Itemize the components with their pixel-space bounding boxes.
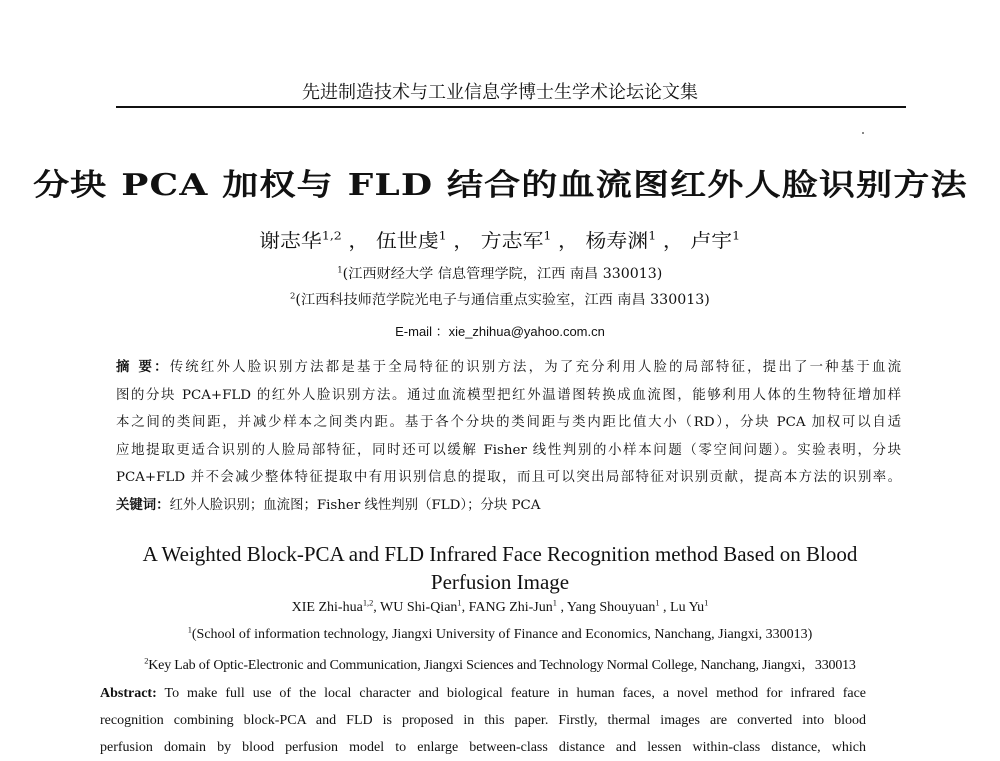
- abstract-en-line: perfusion domain by blood perfusion model to enlarge between-class distance and lessen within-class distance, which: [100, 740, 866, 755]
- keywords-cn: 关键词：红外人脸识别；血流图；Fisher 线性判别（FLD）；分块 PCA: [116, 496, 541, 513]
- author-separator: ,: [659, 600, 671, 615]
- authors-cn: [0, 226, 1000, 253]
- abstract-cn-label: 摘 要：: [116, 359, 170, 375]
- author-affiliation-mark: 1,2: [322, 228, 343, 243]
- author-name: XIE Zhi-hua: [291, 600, 363, 615]
- authors-en: [0, 600, 1000, 616]
- author: [469, 600, 567, 615]
- header-rule: [116, 106, 906, 108]
- keywords-cn-label: 关键词：: [116, 496, 170, 513]
- author-separator: ,: [373, 600, 381, 615]
- author: [670, 600, 708, 615]
- author-separator: ，: [663, 230, 685, 252]
- author: [481, 230, 586, 252]
- author-affiliation-mark: 1: [655, 598, 660, 608]
- abstract-cn-line: PCA+FLD 并不会减少整体特征提取中有用识别信息的提取，而且可以突出局部特征对识别贡献，提高本方法的识别率。: [116, 470, 901, 485]
- abstract-cn-line: 应地提取更适合识别的人脸局部特征，同时还可以缓解 Fisher 线性判别的小样本问题（零空间问题）。实验表明，分块: [116, 442, 901, 458]
- author-affiliation-mark: 1: [732, 228, 741, 243]
- paper-title-en-line-1: A Weighted Block-PCA and FLD Infrared Face Recognition method Based on Blood: [142, 542, 858, 566]
- abstract-en: [100, 680, 866, 761]
- author: [259, 230, 376, 252]
- author-name: FANG Zhi-Jun: [468, 600, 553, 615]
- abstract-cn: [116, 354, 901, 519]
- author-affiliation-mark: 1: [552, 598, 557, 608]
- author-name: 方志军: [481, 230, 544, 252]
- abstract-en-line: recognition combining block-PCA and FLD is proposed in this paper. Firstly, thermal images are converted into blood: [100, 713, 866, 728]
- paper-title-en-line-2: Perfusion Image: [430, 570, 570, 594]
- scan-speck: [862, 132, 864, 134]
- author-name: WU Shi-Qian: [380, 600, 458, 615]
- author-separator: ,: [556, 600, 567, 615]
- author-name: Yang Shouyuan: [566, 600, 656, 615]
- proceedings-title: 先进制造技术与工业信息学博士生学术论坛论文集: [302, 82, 698, 103]
- authors-cn-list: [259, 226, 740, 253]
- author-separator: ,: [461, 600, 469, 615]
- author: [567, 600, 670, 615]
- paper-title-cn: 分块 PCA 加权与 FLD 结合的血流图红外人脸识别方法: [32, 168, 968, 203]
- author: [586, 230, 691, 252]
- author-separator: ，: [558, 230, 580, 252]
- author-affiliation-mark: 1,2: [362, 598, 374, 608]
- author: [380, 600, 469, 615]
- author-name: 杨寿渊: [585, 230, 649, 252]
- author-affiliation-mark: 1: [438, 228, 447, 243]
- abstract-cn-line: 本之间的类间距，并减少样本之间类内距。基于各个分块的类间距与类内距比值大小（RD），分块 PCA 加权可以自适: [116, 415, 901, 430]
- abstract-cn-line: 图的分块 PCA+FLD 的红外人脸识别方法。通过血流模型把红外温谱图转换成血流图，能够利用人体的生物特征增加样: [116, 387, 901, 403]
- abstract-cn-line: 摘 要：传统红外人脸识别方法都是基于全局特征的识别方法，为了充分利用人脸的局部特征，提出了一种基于血流: [116, 359, 901, 375]
- author-affiliation-mark: 1: [704, 598, 709, 608]
- abstract-en-label: Abstract:: [100, 686, 157, 701]
- author-email: E-mail ：xie_zhihua@yahoo.com.cn: [395, 324, 605, 339]
- affiliation-cn-2: $^2$(江西科技师范学院光电子与通信重点实验室，江西 南昌 330013): [290, 290, 710, 308]
- affiliation-en-2: $^2$Key Lab of Optic-Electronic and Communication, Jiangxi Sciences and Technology Normal College, Nanchang, Jiangxi，330013: [144, 656, 856, 673]
- author-affiliation-mark: 1: [543, 228, 552, 243]
- author-affiliation-mark: 1: [648, 228, 657, 243]
- author-name: Lu Yu: [670, 600, 705, 615]
- affiliation-cn-1: $^1$(江西财经大学 信息管理学院，江西 南昌 330013): [337, 264, 663, 282]
- author: [376, 230, 481, 252]
- author-name: 伍世虔: [376, 230, 439, 252]
- author: [292, 600, 380, 615]
- affiliation-en-1: $^1$(School of information technology, Jiangxi University of Finance and Economics, Nanchang, Jiangxi, 330013): [187, 625, 813, 642]
- author-separator: ，: [348, 230, 370, 252]
- abstract-en-line: Abstract: To make full use of the local character and biological feature in human faces, a novel method for infrared face: [100, 686, 866, 701]
- author-name: 谢志华: [259, 230, 323, 252]
- author-name: 卢宇: [690, 230, 733, 252]
- author-separator: ，: [453, 230, 475, 252]
- author-affiliation-mark: 1: [457, 598, 462, 608]
- author: [691, 230, 741, 252]
